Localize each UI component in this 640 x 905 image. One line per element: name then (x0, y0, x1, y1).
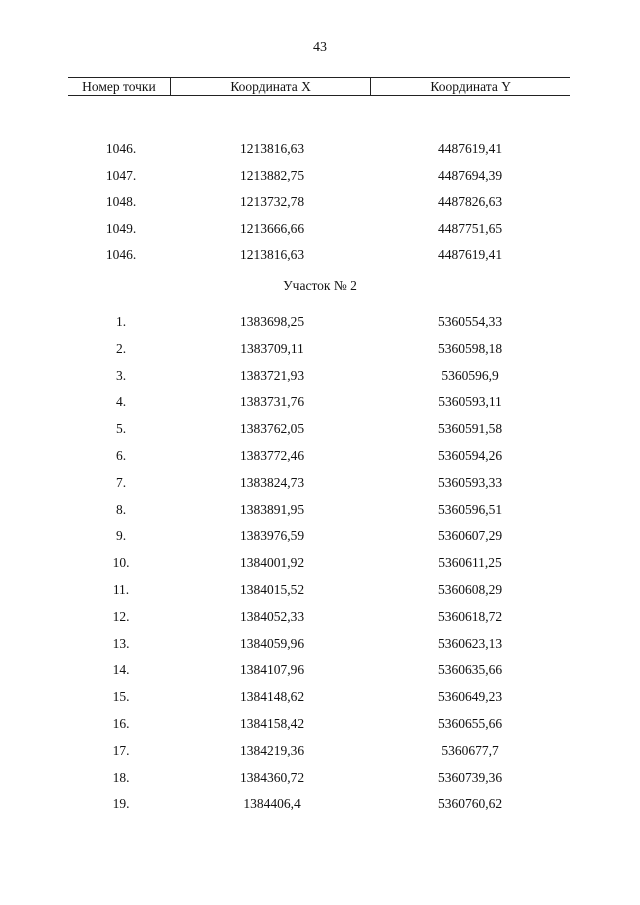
coordinate-x-cell: 1384158,42 (239, 716, 305, 731)
coordinate-y-cell: 5360635,66 (437, 662, 503, 678)
table-row (0, 661, 640, 679)
table-row (0, 246, 640, 264)
point-number-cell: 16. (112, 716, 130, 731)
point-number-cell: 12. (112, 608, 130, 624)
table-row (0, 167, 640, 185)
coordinate-y-cell: 5360608,29 (437, 582, 503, 597)
point-number-cell: 10. (112, 555, 130, 571)
coordinate-x-cell: 1384360,72 (239, 769, 305, 785)
table-row (0, 688, 640, 706)
coordinate-x-cell: 1384148,62 (239, 689, 305, 705)
table-row (0, 527, 640, 545)
coordinate-y-cell: 5360593,11 (438, 394, 502, 410)
table-row (0, 193, 640, 211)
table-row (0, 220, 640, 238)
table-row (0, 501, 640, 519)
table-row (0, 393, 640, 411)
table-row (0, 608, 640, 626)
coordinate-x-cell: 1383709,11 (240, 340, 304, 356)
coordinate-x-cell: 1213732,78 (239, 194, 305, 210)
point-number-cell: 1049. (105, 220, 137, 236)
header-point-number: Номер точки (68, 78, 171, 95)
coordinate-x-cell: 1383698,25 (239, 314, 305, 329)
coordinate-x-cell: 1384107,96 (239, 662, 305, 678)
point-number-cell: 2. (115, 340, 127, 356)
coordinate-y-cell: 4487751,65 (437, 220, 503, 236)
page-number: 43 (313, 40, 327, 55)
table-row (0, 581, 640, 599)
point-number-cell: 1047. (105, 167, 137, 183)
coordinate-y-cell: 5360655,66 (437, 716, 503, 731)
header-coordinate-y: Координата Y (430, 79, 511, 94)
section-title: Участок № 2 (283, 278, 357, 293)
table-row (0, 554, 640, 572)
coordinate-y-cell: 5360596,9 (441, 367, 499, 383)
coordinate-x-cell: 1384406,4 (243, 796, 301, 812)
coordinate-y-cell: 5360760,62 (437, 796, 503, 812)
table-row (0, 367, 640, 385)
coordinate-y-cell: 4487619,41 (437, 247, 503, 263)
table-row (0, 447, 640, 465)
coordinate-y-cell: 5360611,25 (438, 555, 502, 571)
point-number-cell: 14. (112, 662, 130, 678)
coordinate-y-cell: 4487694,39 (437, 167, 503, 183)
coordinate-y-cell: 5360677,7 (441, 742, 499, 758)
coordinate-y-cell: 4487619,41 (437, 141, 503, 156)
coordinate-x-cell: 1384059,96 (239, 635, 305, 651)
point-number-cell: 3. (115, 367, 127, 383)
coordinate-x-cell: 1383891,95 (239, 501, 305, 517)
coordinate-y-cell: 5360623,13 (437, 635, 503, 651)
point-number-cell: 5. (115, 421, 127, 437)
coordinate-x-cell: 1383824,73 (239, 474, 305, 490)
table-row (0, 635, 640, 653)
table-row (0, 742, 640, 760)
coordinate-x-cell: 1213816,63 (239, 141, 305, 156)
coordinate-y-cell: 5360591,58 (437, 421, 503, 437)
table-row (0, 140, 640, 158)
table-header (68, 77, 570, 96)
header-coordinate-x: Координата X (171, 78, 372, 95)
table-row (0, 795, 640, 813)
point-number-cell: 11. (112, 582, 130, 597)
table-row (0, 313, 640, 331)
table-row (0, 340, 640, 358)
coordinate-x-cell: 1384015,52 (239, 582, 305, 597)
coordinate-x-cell: 1383721,93 (239, 367, 305, 383)
table-row (0, 474, 640, 492)
coordinate-y-cell: 5360739,36 (437, 769, 503, 785)
coordinate-y-cell: 5360598,18 (437, 340, 503, 356)
coordinate-x-cell: 1383762,05 (239, 421, 305, 437)
point-number-cell: 9. (115, 528, 127, 544)
point-number-cell: 19. (112, 796, 130, 812)
coordinate-y-cell: 5360649,23 (437, 689, 503, 705)
coordinate-x-cell: 1213666,66 (239, 220, 305, 236)
point-number-cell: 1. (115, 314, 127, 329)
coordinate-x-cell: 1383772,46 (239, 448, 305, 463)
point-number-cell: 8. (115, 501, 127, 517)
point-number-cell: 1046. (105, 247, 137, 263)
coordinate-y-cell: 5360594,26 (437, 448, 503, 463)
point-number-cell: 17. (112, 742, 130, 758)
point-number-cell: 7. (115, 474, 127, 490)
coordinate-y-cell: 5360596,51 (437, 501, 503, 517)
coordinate-x-cell: 1213882,75 (239, 167, 305, 183)
coordinate-y-cell: 5360593,33 (437, 474, 503, 490)
point-number-cell: 13. (112, 635, 130, 651)
point-number-cell: 1046. (105, 141, 137, 156)
coordinate-x-cell: 1384219,36 (239, 742, 305, 758)
coordinate-y-cell: 5360618,72 (437, 608, 503, 624)
table-row (0, 769, 640, 787)
point-number-cell: 6. (115, 448, 127, 463)
coordinate-x-cell: 1384001,92 (239, 555, 305, 571)
point-number-cell: 1048. (105, 194, 137, 210)
coordinate-y-cell: 5360554,33 (437, 314, 503, 329)
coordinate-x-cell: 1384052,33 (239, 608, 305, 624)
coordinate-x-cell: 1213816,63 (239, 247, 305, 263)
point-number-cell: 4. (115, 394, 127, 410)
coordinate-y-cell: 5360607,29 (437, 528, 503, 544)
point-number-cell: 15. (112, 689, 130, 705)
coordinate-y-cell: 4487826,63 (437, 194, 503, 210)
point-number-cell: 18. (112, 769, 130, 785)
table-row (0, 715, 640, 733)
table-row (0, 420, 640, 438)
coordinate-x-cell: 1383976,59 (239, 528, 305, 544)
coordinate-x-cell: 1383731,76 (239, 394, 305, 410)
